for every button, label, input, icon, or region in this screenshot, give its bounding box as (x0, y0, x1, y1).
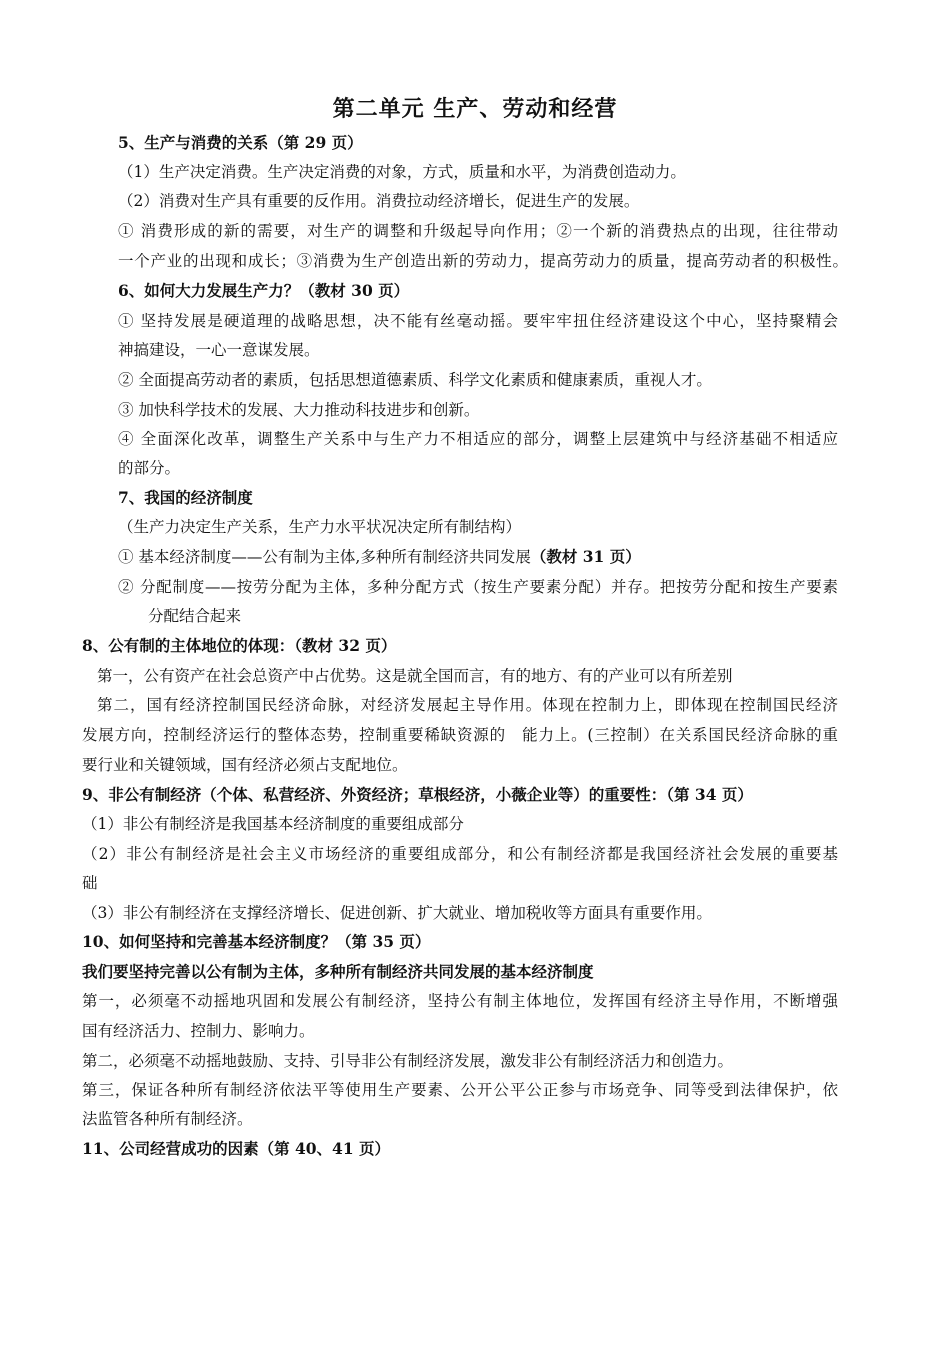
page-title: 第二单元 生产、劳动和经营 (332, 96, 618, 122)
paragraph: （2）非公有制经济是社会主义市场经济的重要组成部分，和公有制经济都是我国经济社会发展的重要基 (82, 845, 838, 863)
paragraph: ② 全面提高劳动者的素质，包括思想道德素质、科学文化素质和健康素质，重视人才。 (118, 371, 712, 389)
heading-7: 7、我国的经济制度 (118, 488, 253, 507)
paragraph: 神搞建设，一心一意谋发展。 (118, 341, 320, 359)
paragraph: 法监管各种所有制经济。 (82, 1110, 253, 1128)
heading-5: 5、生产与消费的关系（第 29 页） (118, 133, 363, 152)
heading-11: 11、公司经营成功的因素（第 40、41 页） (82, 1139, 391, 1158)
bold-statement: 我们要坚持完善以公有制为主体，多种所有制经济共同发展的基本经济制度 (82, 962, 594, 981)
paragraph: 分配结合起来 (148, 607, 242, 625)
heading-6: 6、如何大力发展生产力？（教材 30 页） (118, 281, 410, 300)
paragraph: ① 消费形成的新的需要，对生产的调整和升级起导向作用；②一个新的消费热点的出现，往往带动 (118, 222, 838, 240)
paragraph: 要行业和关键领域，国有经济必须占支配地位。 (82, 756, 408, 774)
paragraph: 国有经济活力、控制力、影响力。 (82, 1022, 315, 1040)
paragraph: 第二，国有经济控制国民经济命脉，对经济发展起主导作用。体现在控制力上，即体现在控制国民经济 (97, 696, 838, 714)
paragraph: 第一，必须毫不动摇地巩固和发展公有制经济，坚持公有制主体地位，发挥国有经济主导作用，不断增强 (82, 992, 838, 1010)
paragraph: （1）生产决定消费。生产决定消费的对象，方式，质量和水平，为消费创造动力。 (118, 163, 686, 181)
heading-10: 10、如何坚持和完善基本经济制度？（第 35 页） (82, 932, 431, 951)
paragraph: 的部分。 (118, 459, 181, 477)
paragraph: ③ 加快科学技术的发展、大力推动科技进步和创新。 (118, 401, 480, 419)
paragraph: 第二，必须毫不动摇地鼓励、支持、引导非公有制经济发展，激发非公有制经济活力和创造力。 (82, 1052, 734, 1070)
paragraph: （2）消费对生产具有重要的反作用。消费拉动经济增长，促进生产的发展。 (118, 192, 640, 210)
paragraph: 发展方向，控制经济运行的整体态势，控制重要稀缺资源的 能力上。(三控制）在关系国民经济命脉的重 (82, 726, 838, 744)
heading-8: 8、公有制的主体地位的体现：（教材 32 页） (82, 636, 397, 655)
paragraph: （1）非公有制经济是我国基本经济制度的重要组成部分 (82, 815, 464, 833)
paragraph: 础 (82, 874, 98, 892)
paragraph: ④ 全面深化改革，调整生产关系中与生产力不相适应的部分，调整上层建筑中与经济基础不相适应 (118, 430, 838, 448)
paragraph: ② 分配制度——按劳分配为主体，多种分配方式（按生产要素分配）并存。把按劳分配和按生产要素 (118, 578, 838, 596)
paragraph: 第一，公有资产在社会总资产中占优势。这是就全国而言，有的地方、有的产业可以有所差别 (97, 667, 733, 685)
paragraph: （3）非公有制经济在支撑经济增长、促进创新、扩大就业、增加税收等方面具有重要作用。 (82, 904, 712, 922)
heading-9: 9、非公有制经济（个体、私营经济、外资经济；草根经济，小薇企业等）的重要性：（第 34 页） (82, 785, 753, 804)
paragraph: 一个产业的出现和成长；③消费为生产创造出新的劳动力，提高劳动力的质量，提高劳动者的积极性。 (118, 252, 848, 270)
paragraph: 第三，保证各种所有制经济依法平等使用生产要素、公开公平公正参与市场竞争、同等受到法律保护，依 (82, 1081, 838, 1099)
paragraph-text: ① 基本经济制度——公有制为主体,多种所有制经济共同发展 (118, 548, 531, 566)
paragraph (118, 546, 641, 568)
paragraph: （生产力决定生产关系，生产力水平状况决定所有制结构） (118, 518, 522, 536)
page-reference: （教材 31 页） (530, 547, 641, 566)
paragraph: ① 坚持发展是硬道理的战略思想，决不能有丝毫动摇。要牢牢扭住经济建设这个中心，坚持聚精会 (118, 312, 838, 330)
